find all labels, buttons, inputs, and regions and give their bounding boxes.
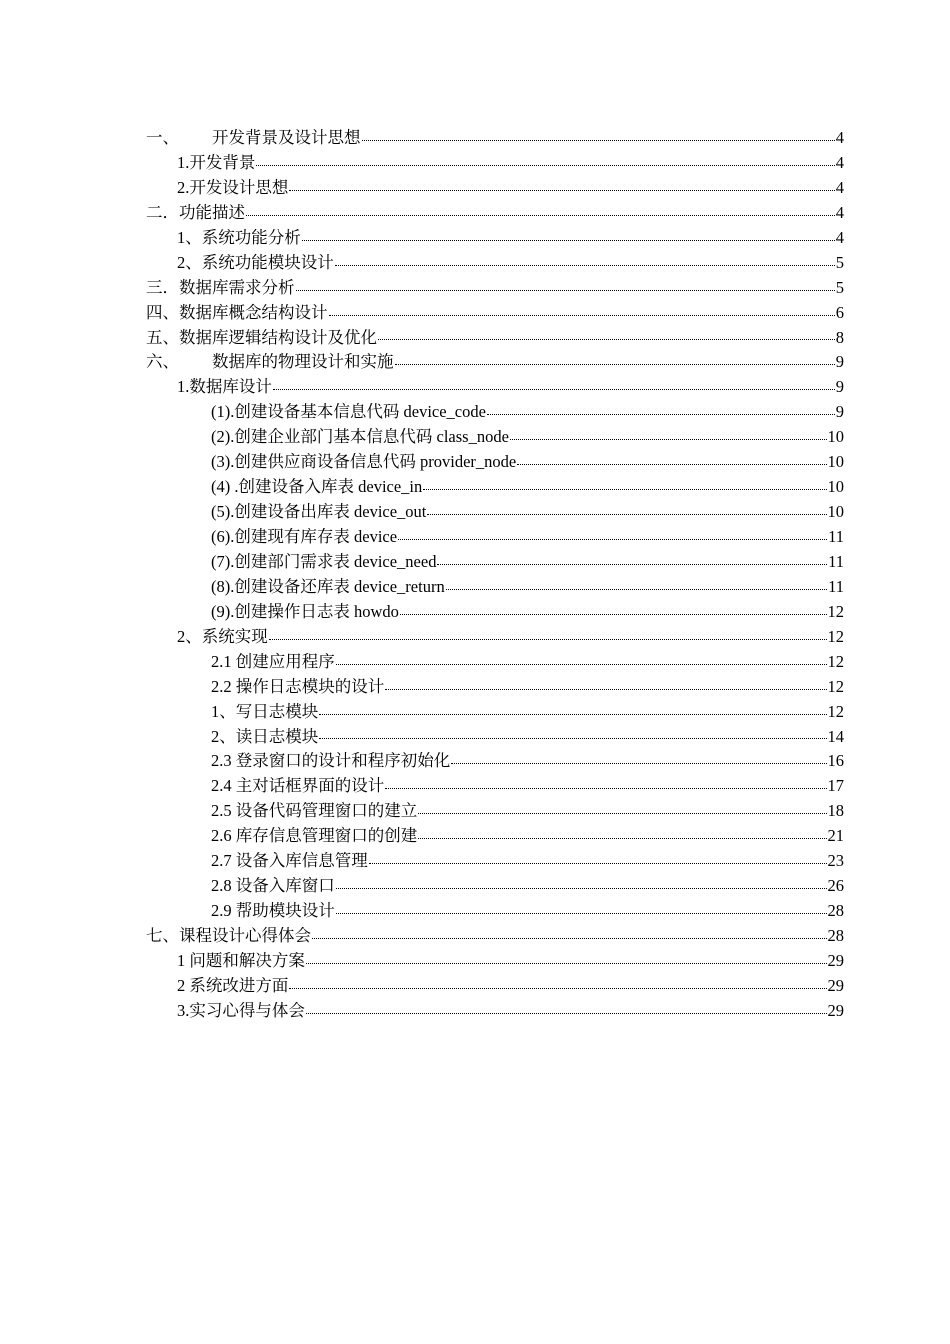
toc-entry-title: (9).创建操作日志表 howdo [211, 601, 399, 621]
toc-entry-page-number: 4 [835, 152, 844, 172]
toc-entry-page-number: 4 [835, 227, 844, 247]
toc-entry[interactable] [146, 375, 844, 400]
toc-entry[interactable] [146, 874, 844, 899]
toc-entry-page-number: 12 [827, 626, 844, 646]
toc-entry-title: 2、系统功能模块设计 [177, 252, 334, 272]
toc-entry-title: 2.9 帮助模块设计 [211, 901, 335, 921]
toc-entry[interactable] [146, 924, 844, 949]
toc-entry-title: 2.2 操作日志模块的设计 [211, 676, 385, 696]
toc-entry-page-number: 4 [835, 202, 844, 222]
toc-entry[interactable] [146, 226, 844, 251]
toc-entry-page-number: 5 [835, 252, 844, 272]
toc-entry[interactable] [146, 949, 844, 974]
toc-entry-title: 三．数据库需求分析 [146, 277, 295, 297]
toc-dot-leader [289, 189, 834, 191]
toc-dot-leader [273, 388, 835, 390]
toc-entry[interactable] [146, 525, 844, 550]
toc-entry-page-number: 8 [835, 327, 844, 347]
toc-entry-title: (5).创建设备出库表 device_out [211, 502, 427, 522]
toc-entry[interactable] [146, 799, 844, 824]
toc-entry-title: 2.开发设计思想 [177, 177, 289, 197]
toc-entry-title: 二．功能描述 [146, 202, 245, 222]
toc-entry[interactable] [146, 774, 844, 799]
toc-entry-page-number: 9 [835, 377, 844, 397]
toc-entry-title: 1、系统功能分析 [177, 227, 301, 247]
toc-entry-page-number: 17 [827, 776, 844, 796]
toc-entry-page-number: 18 [827, 801, 844, 821]
toc-dot-leader [329, 314, 835, 316]
toc-dot-leader [423, 488, 826, 490]
toc-entry[interactable] [146, 824, 844, 849]
toc-entry-title: 1、写日志模块 [211, 701, 319, 721]
toc-entry[interactable] [146, 550, 844, 575]
toc-entry-page-number: 12 [827, 651, 844, 671]
toc-entry-page-number: 11 [828, 576, 844, 596]
toc-entry-title: 2.7 设备入库信息管理 [211, 851, 368, 871]
toc-entry-page-number: 29 [827, 1000, 844, 1020]
toc-entry[interactable] [146, 251, 844, 276]
toc-dot-leader [398, 538, 827, 540]
toc-dot-leader [487, 413, 835, 415]
toc-entry[interactable] [146, 849, 844, 874]
toc-entry-page-number: 21 [827, 826, 844, 846]
toc-dot-leader [385, 787, 826, 789]
toc-dot-leader [319, 713, 826, 715]
toc-dot-leader [289, 987, 826, 989]
toc-entry-title: (1).创建设备基本信息代码 device_code [211, 402, 486, 422]
toc-entry-page-number: 12 [827, 701, 844, 721]
toc-dot-leader [437, 563, 827, 565]
toc-entry-page-number: 12 [827, 676, 844, 696]
toc-dot-leader [336, 887, 827, 889]
toc-entry-page-number: 10 [827, 452, 844, 472]
toc-entry[interactable] [146, 176, 844, 201]
toc-entry-title: 2 系统改进方面 [177, 975, 289, 995]
toc-dot-leader [517, 463, 826, 465]
toc-entry-title: (6).创建现有库存表 device [211, 527, 398, 546]
toc-entry-title: 五、数据库逻辑结构设计及优化 [146, 327, 377, 347]
toc-dot-leader [378, 338, 835, 340]
toc-entry-number: 六、 [146, 352, 179, 372]
toc-dot-leader [312, 937, 827, 939]
toc-entry-title: (4) .创建设备入库表 device_in [211, 477, 423, 497]
toc-entry[interactable] [146, 201, 844, 226]
toc-dot-leader [418, 837, 826, 839]
toc-entry-page-number: 10 [827, 427, 844, 447]
toc-entry-page-number: 16 [827, 751, 844, 771]
toc-dot-leader [269, 638, 827, 640]
toc-dot-leader [395, 363, 835, 365]
toc-entry-page-number: 4 [835, 177, 844, 197]
table-of-contents [146, 126, 844, 1024]
toc-entry-title: 1 问题和解决方案 [177, 950, 305, 970]
toc-entry-title: 2.4 主对话框界面的设计 [211, 776, 385, 796]
toc-entry[interactable] [146, 425, 844, 450]
toc-entry[interactable] [146, 500, 844, 525]
toc-entry-page-number: 5 [835, 277, 844, 297]
toc-entry[interactable] [146, 899, 844, 924]
toc-entry-page-number: 11 [828, 527, 844, 546]
toc-dot-leader [319, 737, 826, 739]
toc-entry-title: 2.5 设备代码管理窗口的建立 [211, 801, 418, 821]
toc-entry-number: 一、 [146, 128, 179, 147]
toc-entry-title: 2、读日志模块 [211, 726, 319, 746]
toc-entry-title: 2.8 设备入库窗口 [211, 876, 335, 896]
toc-entry[interactable] [146, 575, 844, 600]
toc-entry[interactable] [146, 974, 844, 999]
toc-dot-leader [446, 588, 827, 590]
toc-dot-leader [336, 663, 827, 665]
toc-entry[interactable] [146, 350, 844, 375]
toc-entry[interactable] [146, 400, 844, 425]
toc-entry[interactable] [146, 301, 844, 326]
toc-dot-leader [369, 862, 827, 864]
toc-entry-page-number: 11 [828, 551, 844, 571]
toc-entry-page-number: 9 [835, 352, 844, 372]
toc-entry-page-number: 6 [835, 302, 844, 322]
toc-entry-title: 2、系统实现 [177, 626, 268, 646]
toc-dot-leader [385, 688, 826, 690]
toc-dot-leader [510, 438, 827, 440]
toc-entry[interactable] [146, 999, 844, 1024]
toc-entry-title: 1.开发背景 [177, 152, 256, 172]
toc-entry[interactable] [146, 700, 844, 725]
toc-entry-page-number: 29 [827, 950, 844, 970]
toc-dot-leader [362, 139, 835, 141]
toc-entry-title: 2.1 创建应用程序 [211, 651, 335, 671]
toc-dot-leader [256, 164, 834, 166]
toc-entry[interactable] [146, 276, 844, 301]
toc-entry-page-number: 28 [827, 926, 844, 945]
toc-entry[interactable] [146, 725, 844, 750]
toc-entry[interactable] [146, 650, 844, 675]
toc-entry[interactable] [146, 450, 844, 475]
toc-dot-leader [296, 289, 835, 291]
toc-dot-leader [427, 513, 826, 515]
toc-entry-title: (7).创建部门需求表 device_need [211, 551, 437, 571]
toc-entry-title: 2.3 登录窗口的设计和程序初始化 [211, 751, 451, 771]
toc-entry-page-number: 10 [827, 477, 844, 497]
toc-dot-leader [306, 962, 827, 964]
toc-entry[interactable] [146, 475, 844, 500]
toc-entry-title: 开发背景及设计思想 [212, 128, 361, 147]
toc-dot-leader [336, 912, 827, 914]
toc-entry-title: 3.实习心得与体会 [177, 1000, 305, 1020]
toc-entry-page-number: 29 [827, 975, 844, 995]
toc-entry-title: 数据库的物理设计和实施 [212, 352, 394, 372]
toc-entry[interactable] [146, 326, 844, 351]
toc-entry[interactable] [146, 625, 844, 650]
toc-entry-page-number: 12 [827, 601, 844, 621]
toc-entry-title: 七、课程设计心得体会 [146, 926, 311, 945]
toc-dot-leader [400, 613, 827, 615]
toc-entry-page-number: 4 [835, 128, 844, 147]
toc-dot-leader [335, 264, 835, 266]
toc-entry-title: 1.数据库设计 [177, 377, 272, 397]
toc-dot-leader [306, 1012, 827, 1014]
toc-dot-leader [451, 762, 826, 764]
toc-entry-page-number: 10 [827, 502, 844, 522]
toc-dot-leader [418, 812, 826, 814]
toc-entry[interactable] [146, 151, 844, 176]
toc-entry-title: (3).创建供应商设备信息代码 provider_node [211, 452, 517, 472]
toc-entry-page-number: 28 [827, 901, 844, 921]
toc-entry[interactable] [146, 126, 844, 151]
toc-entry-page-number: 9 [835, 402, 844, 422]
toc-entry-title: 四、数据库概念结构设计 [146, 302, 328, 322]
toc-dot-leader [246, 214, 835, 216]
toc-entry-title: (8).创建设备还库表 device_return [211, 576, 445, 596]
toc-entry-title: (2).创建企业部门基本信息代码 class_node [211, 427, 509, 447]
toc-dot-leader [302, 239, 835, 241]
toc-entry-page-number: 14 [827, 726, 844, 746]
toc-entry-page-number: 26 [827, 876, 844, 896]
toc-entry[interactable] [146, 749, 844, 774]
toc-entry-title: 2.6 库存信息管理窗口的创建 [211, 826, 418, 846]
toc-entry[interactable] [146, 675, 844, 700]
toc-entry[interactable] [146, 600, 844, 625]
toc-entry-page-number: 23 [827, 851, 844, 871]
